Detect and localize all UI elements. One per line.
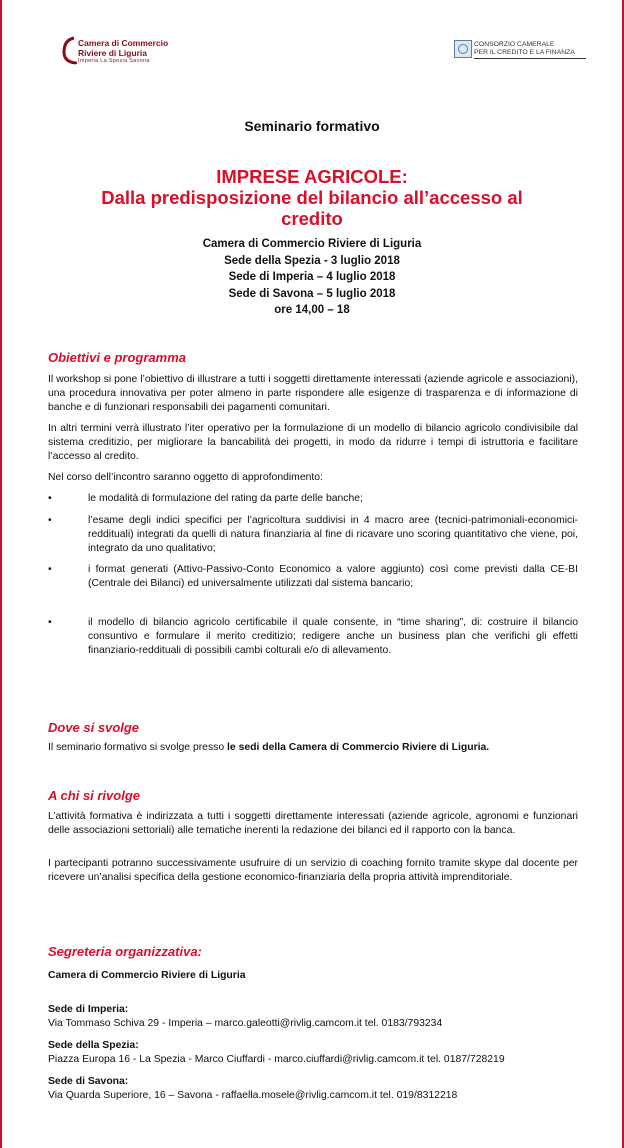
paragraph: In altri termini verrà illustrato l’iter operativo per la formulazione di un modello di bilancio agricolo condivisibile dal sistema creditizio, per migliorare la bancabilità dei progetti, in modo da ridurre i tempi di istruttoria e facilitare l’accesso al credito. bbox=[48, 423, 578, 462]
section-heading: Dove si svolge bbox=[48, 720, 140, 735]
event-info bbox=[2, 236, 622, 319]
date-imperia: Sede di Imperia – 4 luglio 2018 bbox=[228, 271, 396, 283]
bullet-icon: • bbox=[48, 493, 52, 504]
title-line2: Dalla predisposizione del bilancio all’accesso al bbox=[101, 187, 523, 208]
list-item-text: le modalità di formulazione del rating da parte delle banche; bbox=[88, 493, 363, 504]
camera-commercio-logo bbox=[62, 36, 172, 66]
spezia-label: Sede della Spezia: bbox=[48, 1040, 139, 1051]
date-spezia: Sede della Spezia - 3 luglio 2018 bbox=[224, 254, 400, 267]
paragraph: Il workshop si pone l’obiettivo di illustrare a tutti i soggetti direttamente interessati (aziende agricole e associazioni), una procedura innovativa per poter almeno in parte rispondere alle esigenze di trasparenza e di informazione di banche e di funzionari responsabili dei pagamenti comunitari. bbox=[48, 374, 578, 413]
organizer: Camera di Commercio Riviere di Liguria bbox=[48, 970, 246, 981]
list-item bbox=[48, 616, 578, 658]
bullet-icon: • bbox=[48, 564, 52, 575]
title-line3: credito bbox=[281, 208, 343, 229]
savona-label: Sede di Savona: bbox=[48, 1076, 129, 1087]
camera-logo-mark-icon bbox=[62, 36, 78, 66]
section-heading: A chi si rivolge bbox=[48, 788, 140, 803]
section-segreteria bbox=[48, 944, 578, 1103]
organizer: Camera di Commercio Riviere di Liguria bbox=[202, 238, 422, 250]
section-heading: Obiettivi e programma bbox=[48, 350, 186, 365]
logo-left-line1: Camera di Commercio bbox=[78, 38, 169, 48]
date-savona: Sede di Savona – 5 luglio 2018 bbox=[228, 287, 396, 300]
logo-right-line2: PER IL CREDITO E LA FINANZA bbox=[474, 49, 575, 56]
logo-left-line2: Riviere di Liguria bbox=[78, 48, 147, 58]
bullet-icon: • bbox=[48, 617, 52, 628]
list-item-text: l’esame degli indici specifici per l’agricoltura suddivisi in 4 macro aree (tecnici-patrimoniali-economici-reddituali) integrati da quelli di natura finanziaria al fine di ricavare uno scoring quantitativo che viene, poi, integrato da uno qualitativo; bbox=[88, 515, 578, 554]
consorzio-logo-icon bbox=[454, 40, 472, 58]
page-title bbox=[32, 166, 592, 229]
imperia-contact: Via Tommaso Schiva 29 - Imperia – marco.galeotti@rivlig.camcom.it tel. 0183/793234 bbox=[48, 1018, 443, 1029]
section-obiettivi bbox=[48, 350, 578, 658]
section-heading: Segreteria organizzativa: bbox=[48, 944, 202, 959]
paragraph: L’attività formativa è indirizzata a tutti i soggetti direttamente interessati (aziende agricole, agronomi e funzionari delle associazioni settoriali) alle tematiche inerenti la redazione dei bilanci ed il rapporto con la banca. bbox=[48, 811, 578, 836]
spezia-contact: Piazza Europa 16 - La Spezia - Marco Ciuffardi - marco.ciuffardi@rivlig.camcom.it tel. 0187/728219 bbox=[48, 1054, 505, 1065]
list-item-text: i format generati (Attivo-Passivo-Conto Economico a valore aggiunto) così come previsti dalla CE-BI (Centrale dei Bilanci) ed universalmente utilizzati dal sistema bancario; bbox=[88, 564, 578, 589]
logo-underline bbox=[474, 58, 586, 59]
imperia-label: Sede di Imperia: bbox=[48, 1004, 129, 1015]
section-dove bbox=[48, 720, 578, 755]
list-item bbox=[48, 514, 578, 556]
list-item bbox=[48, 492, 578, 506]
bullet-icon: • bbox=[48, 515, 52, 526]
title-line1: IMPRESE AGRICOLE: bbox=[216, 166, 408, 187]
section-chi bbox=[48, 788, 578, 885]
paragraph: I partecipanti potranno successivamente usufruire di un servizio di coaching fornito tramite skype dal docente per ricevere un’analisi specifica della gestione economico-finanziaria della propria attività imprenditoriale. bbox=[48, 858, 578, 883]
dove-text: Il seminario formativo si svolge presso bbox=[48, 742, 228, 753]
logo-right-line1: CONSORZIO CAMERALE bbox=[474, 41, 555, 48]
savona-contact: Via Quarda Superiore, 16 – Savona - raffaella.mosele@rivlig.camcom.it tel. 019/8312218 bbox=[48, 1090, 458, 1101]
event-time: ore 14,00 – 18 bbox=[274, 304, 350, 316]
consorzio-camerale-logo bbox=[454, 40, 584, 62]
list-item-text: il modello di bilancio agricolo certificabile il quale consente, in “time sharing”, di: costruire il bilancio consuntivo e formulare il merito creditizio; redigere anche un business plan che verifichi gli effetti finanziario-reddituali di possibili cambi colturali e/o di allevamento. bbox=[88, 617, 578, 656]
dove-text-bold: le sedi della Camera di Commercio Riviere di Liguria. bbox=[227, 742, 490, 753]
paragraph bbox=[48, 741, 578, 755]
seminar-label: Seminario formativo bbox=[244, 118, 380, 134]
header bbox=[2, 0, 622, 90]
logo-left-line3: Imperia La Spezia Savona bbox=[78, 58, 150, 64]
list-item bbox=[48, 563, 578, 591]
paragraph: Nel corso dell’incontro saranno oggetto di approfondimento: bbox=[48, 472, 323, 483]
